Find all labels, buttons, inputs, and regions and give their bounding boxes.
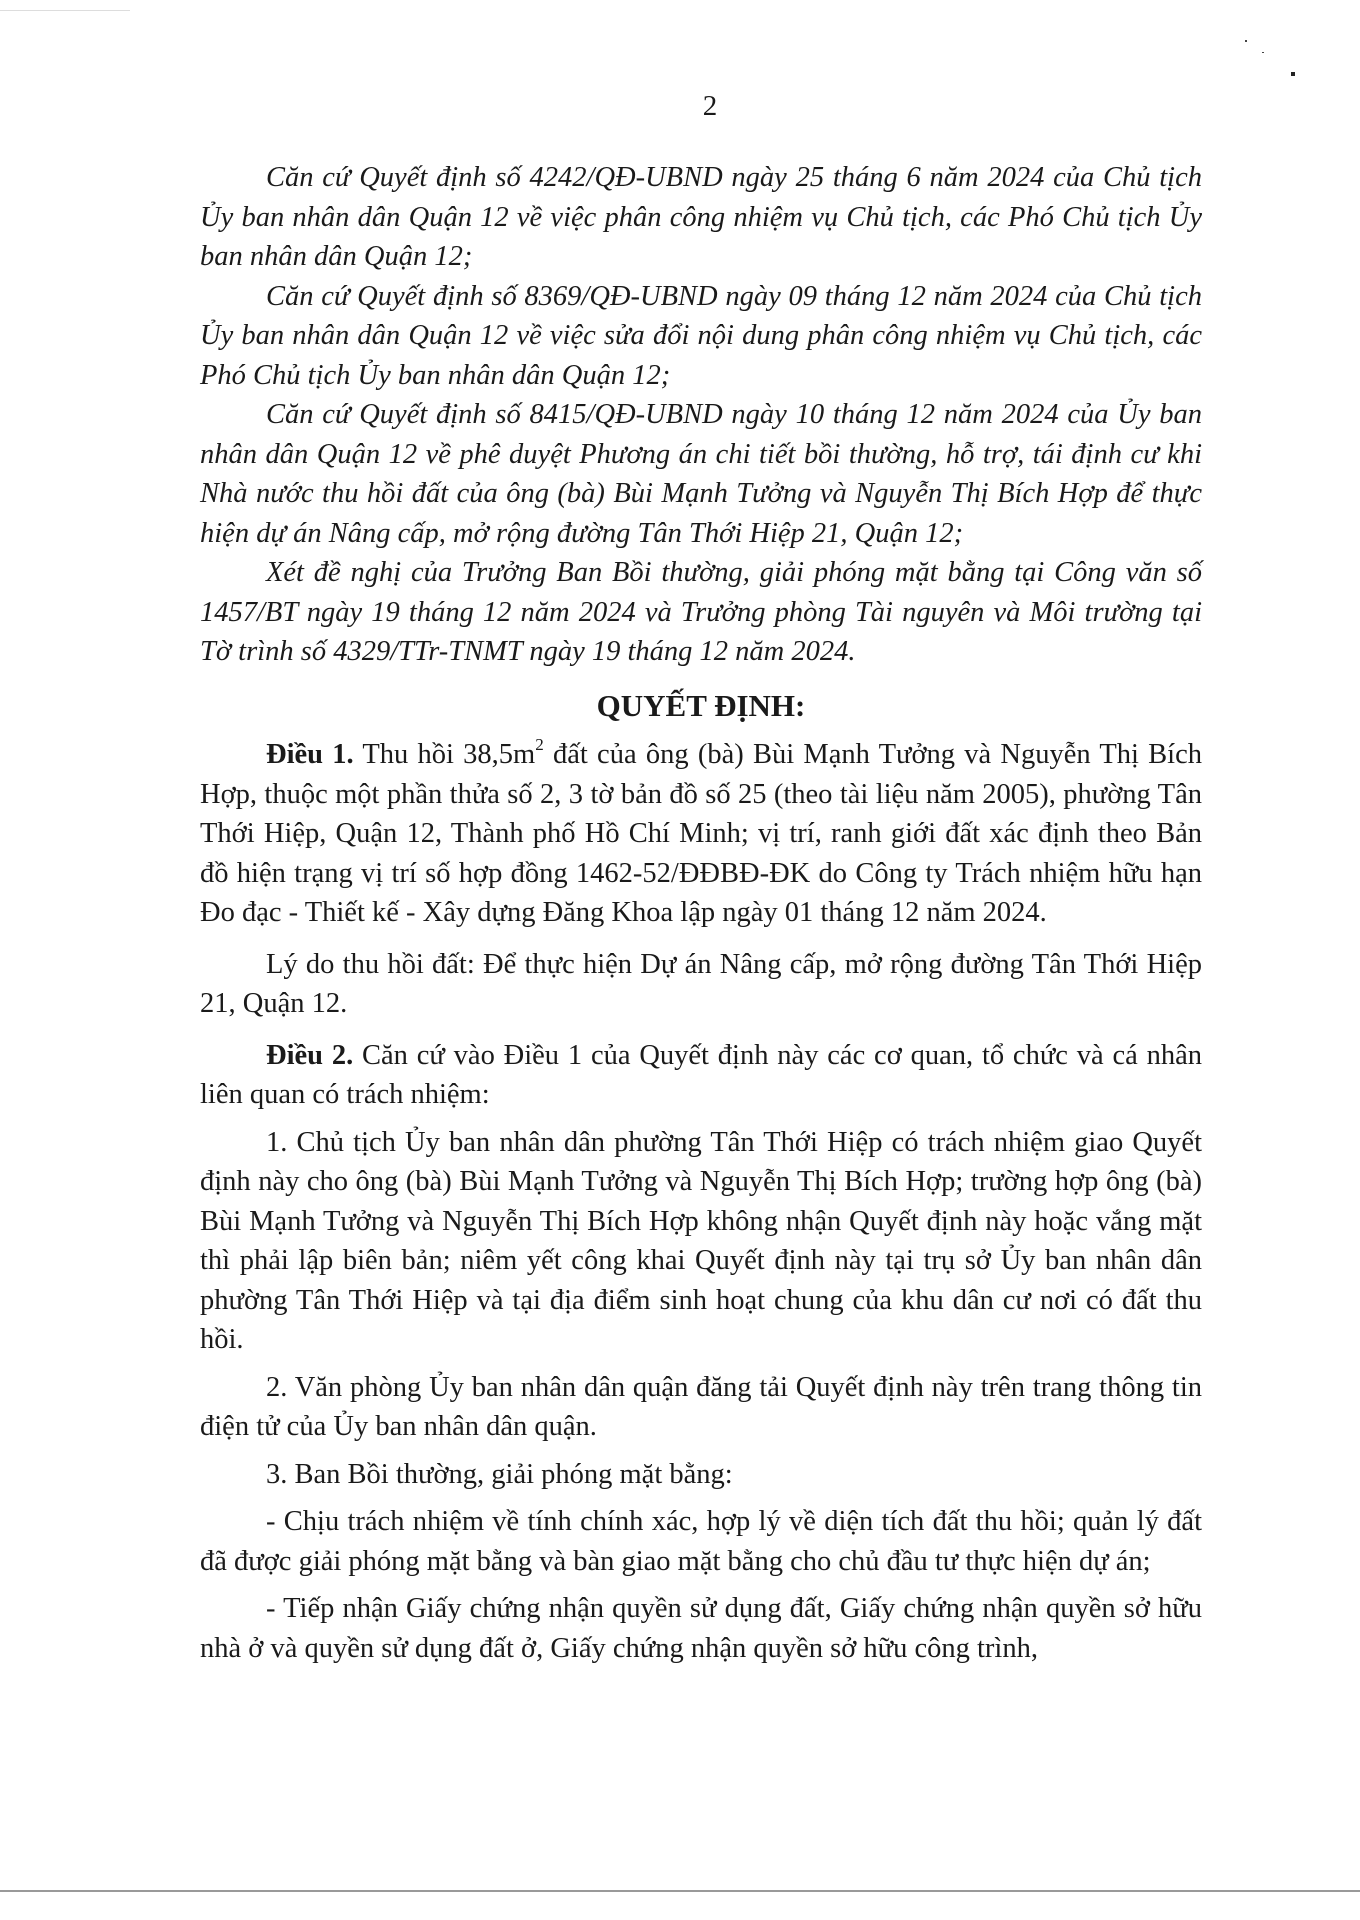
article-2-label: Điều 2.	[266, 1039, 354, 1071]
preamble-paragraph: Xét đề nghị của Trưởng Ban Bồi thường, giải phóng mặt bằng tại Công văn số 1457/BT ngày 19 tháng 12 năm 2024 và Trưởng phòng Tài nguyên và Môi trường tại Tờ trình số 4329/TTr-TNMT ngày 19 tháng 12 năm 2024.	[200, 557, 1202, 667]
article-1-paragraph	[200, 735, 1202, 933]
scan-edge-mark-top	[0, 10, 130, 11]
preamble-paragraph: Căn cứ Quyết định số 8415/QĐ-UBND ngày 10 tháng 12 năm 2024 của Ủy ban nhân dân Quận 12 về phê duyệt Phương án chi tiết bồi thường, hỗ trợ, tái định cư khi Nhà nước thu hồi đất của ông (bà) Bùi Mạnh Tưởng và Nguyễn Thị Bích Hợp để thực hiện dự án Nâng cấp, mở rộng đường Tân Thới Hiệp 21, Quận 12;	[200, 399, 1202, 549]
article-1-text: Thu hồi 38,5m	[353, 739, 536, 770]
article-1-reason: Lý do thu hồi đất: Để thực hiện Dự án Nâng cấp, mở rộng đường Tân Thới Hiệp 21, Quận 12.	[200, 948, 1202, 1019]
article-2-item: - Tiếp nhận Giấy chứng nhận quyền sử dụng đất, Giấy chứng nhận quyền sở hữu nhà ở và quyền sử dụng đất ở, Giấy chứng nhận quyền sở hữu công trình,	[200, 1593, 1202, 1664]
scan-speck	[1291, 72, 1295, 76]
document-body	[200, 158, 1202, 1668]
page-number: 2	[702, 90, 718, 122]
article-2-item: 2. Văn phòng Ủy ban nhân dân quận đăng tải Quyết định này trên trang thông tin điện tử của Ủy ban nhân dân quận.	[200, 1371, 1202, 1442]
scan-edge-mark-bottom	[0, 1890, 1360, 1892]
preamble-paragraph: Căn cứ Quyết định số 8369/QĐ-UBND ngày 09 tháng 12 năm 2024 của Chủ tịch Ủy ban nhân dân Quận 12 về việc sửa đổi nội dung phân công nhiệm vụ Chủ tịch, các Phó Chủ tịch Ủy ban nhân dân Quận 12;	[200, 280, 1202, 391]
article-2-paragraph	[200, 1036, 1202, 1115]
article-2-item: 3. Ban Bồi thường, giải phóng mặt bằng:	[266, 1458, 733, 1490]
decision-title: QUYẾT ĐỊNH:	[596, 687, 806, 723]
area-unit-superscript: 2	[535, 735, 544, 755]
scan-speck	[1245, 40, 1247, 42]
article-1-label: Điều 1.	[266, 739, 354, 770]
article-2-text: Căn cứ vào Điều 1 của Quyết định này các cơ quan, tổ chức và cá nhân liên quan có trách nhiệm:	[200, 1039, 1203, 1110]
scan-speck	[1262, 52, 1264, 53]
article-1-text-cont: đất của ông (bà) Bùi Mạnh Tưởng và Nguyễn Thị Bích Hợp, thuộc một phần thửa số 2, 3 tờ bản đồ số 25 (theo tài liệu năm 2005), phường Tân Thới Hiệp, Quận 12, Thành phố Hồ Chí Minh; vị trí, ranh giới đất xác định theo Bản đồ hiện trạng vị trí số hợp đồng 1462-52/ĐĐBĐ-ĐK do Công ty Trách nhiệm hữu hạn Đo đạc - Thiết kế - Xây dựng Đăng Khoa lập ngày 01 tháng 12 năm 2024.	[200, 739, 1202, 928]
article-2-item: - Chịu trách nhiệm về tính chính xác, hợp lý về diện tích đất thu hồi; quản lý đất đã được giải phóng mặt bằng và bàn giao mặt bằng cho chủ đầu tư thực hiện dự án;	[200, 1506, 1202, 1577]
preamble-paragraph: Căn cứ Quyết định số 4242/QĐ-UBND ngày 25 tháng 6 năm 2024 của Chủ tịch Ủy ban nhân dân Quận 12 về việc phân công nhiệm vụ Chủ tịch, các Phó Chủ tịch Ủy ban nhân dân Quận 12;	[200, 162, 1202, 272]
article-2-item: 1. Chủ tịch Ủy ban nhân dân phường Tân Thới Hiệp có trách nhiệm giao Quyết định này cho ông (bà) Bùi Mạnh Tưởng và Nguyễn Thị Bích Hợp; trường hợp ông (bà) Bùi Mạnh Tưởng và Nguyễn Thị Bích Hợp không nhận Quyết định này hoặc vắng mặt thì phải lập biên bản; niêm yết công khai Quyết định này tại trụ sở Ủy ban nhân dân phường Tân Thới Hiệp và tại địa điểm sinh hoạt chung của khu dân cư nơi có đất thu hồi.	[200, 1126, 1202, 1355]
